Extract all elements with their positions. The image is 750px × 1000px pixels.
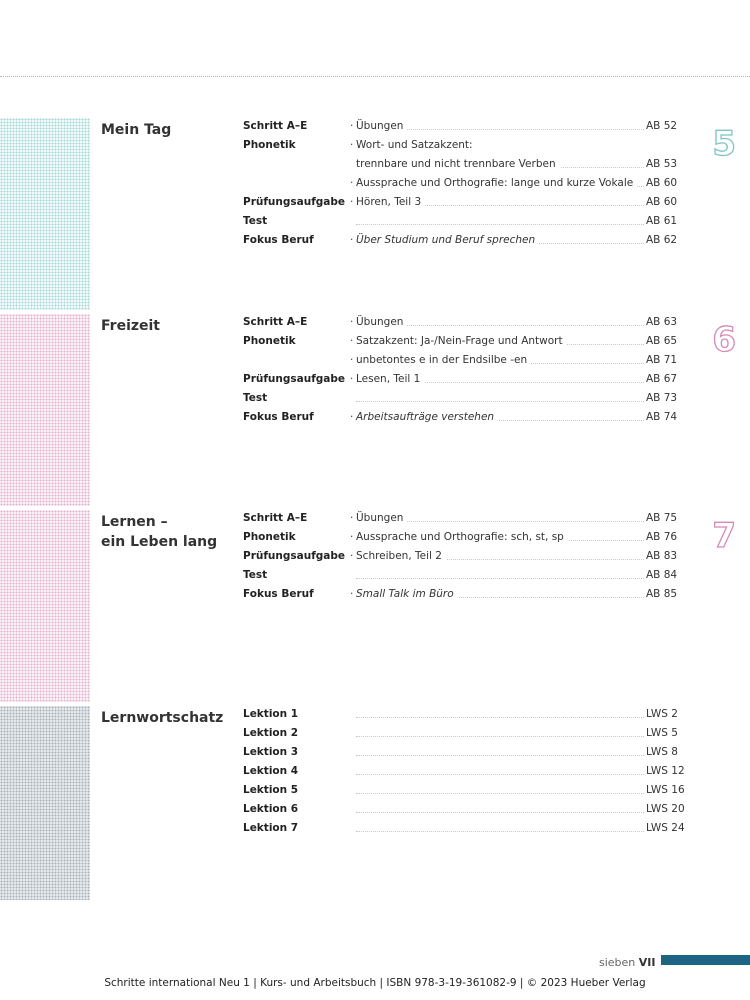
- row-page: LWS 24: [646, 822, 685, 834]
- row-page: LWS 20: [646, 803, 685, 815]
- row-page: AB 63: [646, 316, 678, 328]
- row-bullet: ·: [350, 139, 354, 151]
- top-divider: [0, 76, 750, 77]
- row-label: Lektion 3: [243, 746, 299, 758]
- row-page: LWS 12: [646, 765, 685, 777]
- dot-leader: [356, 774, 644, 775]
- row-label: Schritt A–E: [243, 316, 308, 328]
- section-title-line: Freizeit: [101, 318, 161, 334]
- toc-rows: [243, 706, 690, 839]
- section-color-band: [0, 510, 90, 702]
- toc-row: [243, 529, 690, 548]
- toc-row: [243, 371, 690, 390]
- row-text: Satzakzent: Ja-/Nein-Frage und Antwort: [356, 333, 567, 349]
- toc-row: [243, 725, 690, 744]
- row-bullet: ·: [350, 550, 354, 562]
- section-color-band: [0, 706, 90, 900]
- dot-leader: [356, 401, 644, 402]
- page-number-label: [599, 956, 655, 969]
- dot-leader: [356, 812, 644, 813]
- dot-leader: [356, 793, 644, 794]
- page-word: sieben: [599, 956, 636, 969]
- row-label: Phonetik: [243, 531, 296, 543]
- row-text: trennbare und nicht trennbare Verben: [356, 156, 560, 172]
- footer-color-bar: [661, 955, 750, 965]
- row-text: Wort- und Satzakzent:: [356, 139, 473, 151]
- toc-row: [243, 314, 690, 333]
- dot-leader: [356, 736, 644, 737]
- row-page: AB 60: [646, 196, 678, 208]
- row-label: Phonetik: [243, 335, 296, 347]
- row-label: Lektion 2: [243, 727, 299, 739]
- row-text: Übungen: [356, 314, 407, 330]
- toc-row: [243, 548, 690, 567]
- row-label: Lektion 4: [243, 765, 299, 777]
- toc-row: [243, 390, 690, 409]
- row-label: Test: [243, 569, 268, 581]
- row-bullet: ·: [350, 234, 354, 246]
- toc-row: [243, 409, 690, 428]
- lesson-number: 5: [712, 124, 736, 164]
- row-page: AB 60: [646, 177, 678, 189]
- dot-leader: [356, 831, 644, 832]
- section-title: [101, 316, 160, 336]
- lesson-number: 7: [712, 516, 736, 556]
- row-text: Hören, Teil 3: [356, 194, 425, 210]
- row-text: Schreiben, Teil 2: [356, 548, 446, 564]
- row-label: Test: [243, 215, 268, 227]
- row-page: LWS 5: [646, 727, 678, 739]
- toc-rows: [243, 118, 690, 251]
- lesson-number: 6: [712, 320, 736, 360]
- toc-row: [243, 213, 690, 232]
- row-page: AB 76: [646, 531, 678, 543]
- row-page: AB 75: [646, 512, 678, 524]
- row-label: Lektion 6: [243, 803, 299, 815]
- toc-row: [243, 510, 690, 529]
- toc-row: [243, 156, 690, 175]
- toc-row: [243, 567, 690, 586]
- section-title-line: Lernwortschatz: [101, 710, 224, 726]
- toc-row: [243, 137, 690, 156]
- row-page: AB 71: [646, 354, 678, 366]
- toc-rows: [243, 314, 690, 428]
- toc-row: [243, 175, 690, 194]
- row-label: Prüfungsaufgabe: [243, 196, 346, 208]
- dot-leader: [356, 578, 644, 579]
- section-color-band: [0, 314, 90, 506]
- toc-row: [243, 194, 690, 213]
- row-text: Über Studium und Beruf sprechen: [356, 232, 539, 248]
- row-label: Prüfungsaufgabe: [243, 373, 346, 385]
- section-title-line: ein Leben lang: [101, 534, 218, 550]
- row-text: Small Talk im Büro: [356, 586, 458, 602]
- row-page: AB 85: [646, 588, 678, 600]
- toc-row: [243, 801, 690, 820]
- row-label: Schritt A–E: [243, 120, 308, 132]
- toc-rows: [243, 510, 690, 605]
- toc-row: [243, 118, 690, 137]
- row-text: unbetontes e in der Endsilbe -en: [356, 352, 531, 368]
- copyright-line: Schritte international Neu 1 | Kurs- und Arbeitsbuch | ISBN 978-3-19-361082-9 | © 2023 Hueber Verlag: [104, 977, 646, 989]
- row-bullet: ·: [350, 512, 354, 524]
- row-text: Übungen: [356, 118, 407, 134]
- row-text: Aussprache und Orthografie: lange und kurze Vokale: [356, 175, 637, 191]
- section-title-line: Mein Tag: [101, 122, 172, 138]
- row-bullet: ·: [350, 354, 354, 366]
- section-title: [101, 512, 217, 552]
- row-bullet: ·: [350, 588, 354, 600]
- dot-leader: [356, 224, 644, 225]
- toc-row: [243, 352, 690, 371]
- dot-leader: [356, 717, 644, 718]
- row-text: Arbeitsaufträge verstehen: [356, 409, 498, 425]
- row-label: Lektion 7: [243, 822, 299, 834]
- row-bullet: ·: [350, 196, 354, 208]
- row-text: Übungen: [356, 510, 407, 526]
- row-label: Fokus Beruf: [243, 411, 314, 423]
- row-page: LWS 2: [646, 708, 678, 720]
- row-label: Prüfungsaufgabe: [243, 550, 346, 562]
- row-text: Lesen, Teil 1: [356, 371, 424, 387]
- row-label: Phonetik: [243, 139, 296, 151]
- row-label: Fokus Beruf: [243, 588, 314, 600]
- row-page: AB 62: [646, 234, 678, 246]
- row-bullet: ·: [350, 120, 354, 132]
- row-page: AB 61: [646, 215, 678, 227]
- row-label: Lektion 5: [243, 784, 299, 796]
- row-bullet: ·: [350, 316, 354, 328]
- toc-row: [243, 763, 690, 782]
- row-bullet: ·: [350, 373, 354, 385]
- row-label: Schritt A–E: [243, 512, 308, 524]
- row-bullet: ·: [350, 411, 354, 423]
- row-page: AB 73: [646, 392, 678, 404]
- section-color-band: [0, 118, 90, 310]
- row-label: Test: [243, 392, 268, 404]
- toc-row: [243, 333, 690, 352]
- toc-row: [243, 782, 690, 801]
- row-bullet: ·: [350, 531, 354, 543]
- row-page: AB 53: [646, 158, 678, 170]
- toc-row: [243, 586, 690, 605]
- row-page: AB 67: [646, 373, 678, 385]
- row-text: Aussprache und Orthografie: sch, st, sp: [356, 529, 568, 545]
- row-page: LWS 8: [646, 746, 678, 758]
- row-bullet: ·: [350, 335, 354, 347]
- row-page: AB 84: [646, 569, 678, 581]
- row-page: LWS 16: [646, 784, 685, 796]
- row-page: AB 52: [646, 120, 678, 132]
- row-page: AB 65: [646, 335, 678, 347]
- row-label: Fokus Beruf: [243, 234, 314, 246]
- row-page: AB 83: [646, 550, 678, 562]
- row-page: AB 74: [646, 411, 678, 423]
- row-label: Lektion 1: [243, 708, 299, 720]
- toc-row: [243, 232, 690, 251]
- toc-row: [243, 744, 690, 763]
- section-title: [101, 120, 171, 140]
- dot-leader: [356, 755, 644, 756]
- page-roman: VII: [638, 956, 656, 969]
- section-title-line: Lernen –: [101, 514, 168, 530]
- toc-row: [243, 820, 690, 839]
- row-bullet: ·: [350, 177, 354, 189]
- toc-row: [243, 706, 690, 725]
- section-title: [101, 708, 223, 728]
